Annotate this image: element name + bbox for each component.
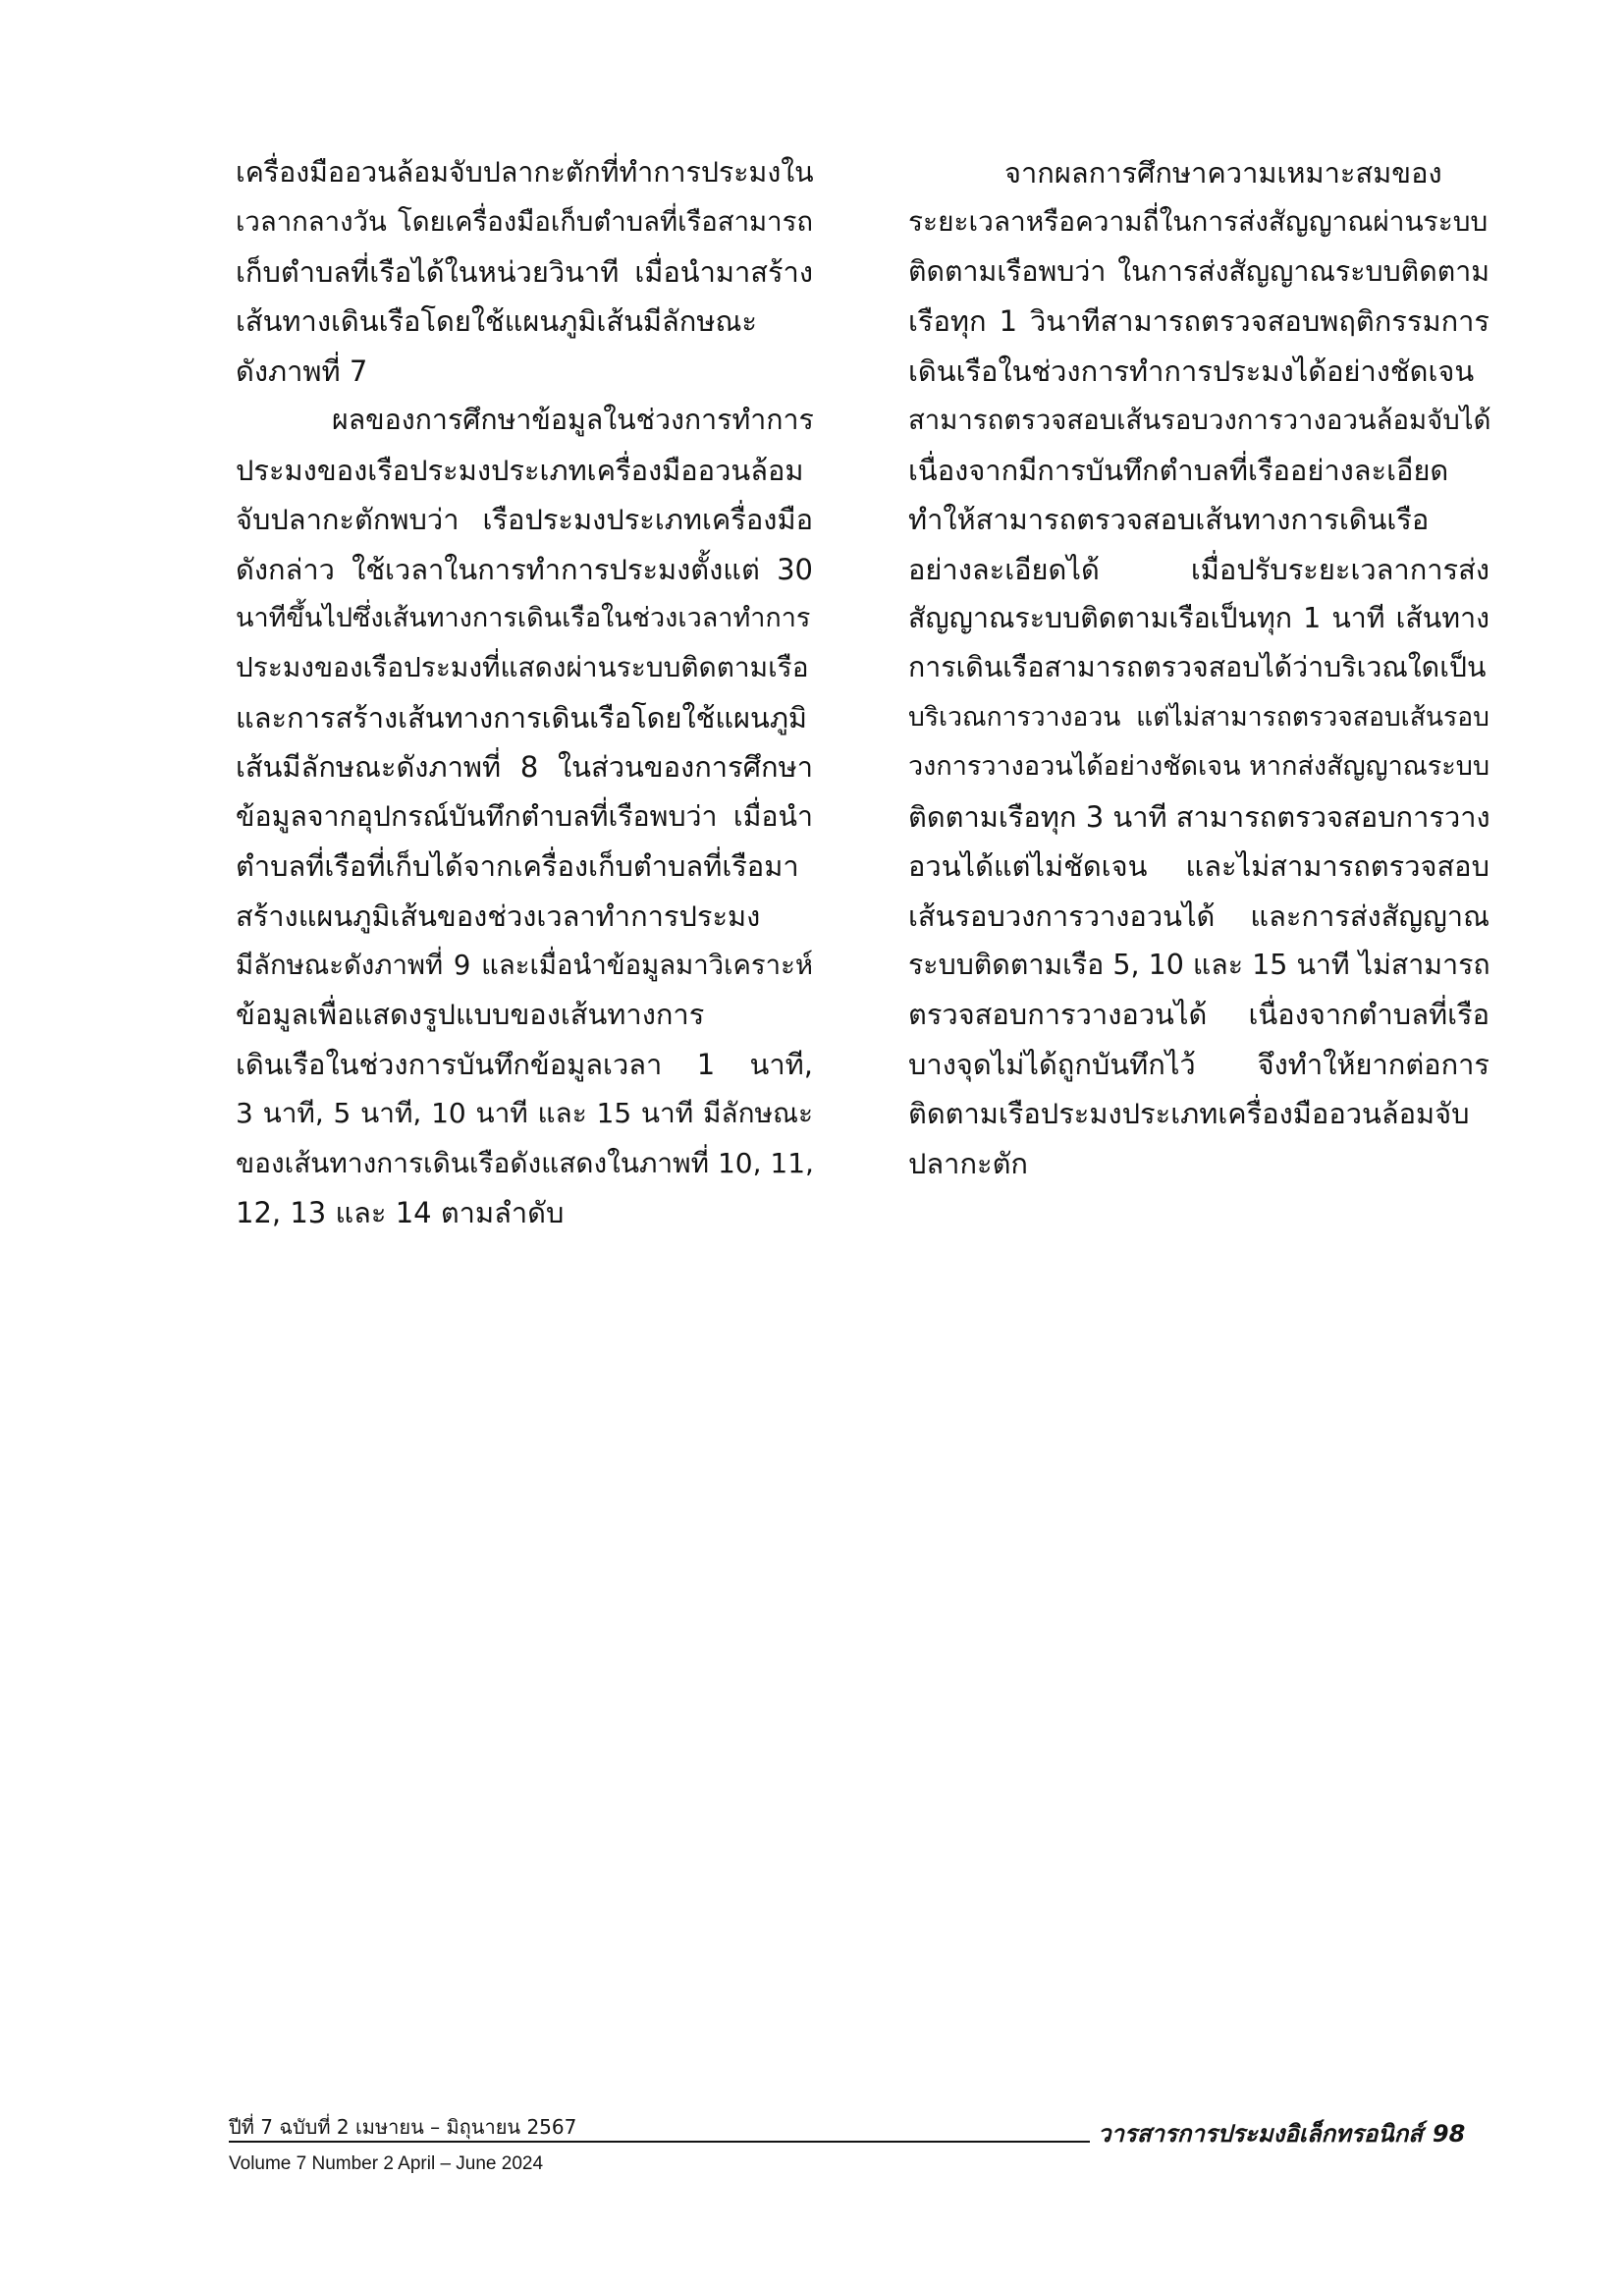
text-line: ติดตามเรือประมงประเภทเครื่องมืออวนล้อมจับ [908, 1097, 1470, 1131]
text-line: เดินเรือในช่วงการบันทึกข้อมูลเวลา 1 นาที, [236, 1047, 813, 1081]
text-line: บางจุดไม่ได้ถูกบันทึกไว้ จึงทำให้ยากต่อการ [908, 1047, 1489, 1081]
right-column [908, 148, 1489, 1188]
text-line: และการสร้างเส้นทางการเดินเรือโดยใช้แผนภูมิ [236, 700, 808, 735]
paragraph [908, 148, 1489, 1188]
text-line: เส้นทางเดินเรือโดยใช้แผนภูมิเส้นมีลักษณะ [236, 304, 757, 339]
text-line: มีลักษณะดังภาพที่ 9 และเมื่อนำข้อมูลมาวิเคราะห์ [236, 950, 813, 981]
text-line: สัญญาณระบบติดตามเรือเป็นทุก 1 นาที เส้นทาง [908, 601, 1489, 634]
text-line: เรือทุก 1 วินาทีสามารถตรวจสอบพฤติกรรมการ [908, 304, 1489, 339]
paragraph [236, 396, 813, 1237]
text-line: การเดินเรือสามารถตรวจสอบได้ว่าบริเวณใดเป็น [908, 651, 1487, 684]
text-line: เครื่องมืออวนล้อมจับปลากะตักที่ทำการประมงใน [236, 156, 814, 189]
text-line: ประมงของเรือประมงที่แสดงผ่านระบบติดตามเรือ [236, 651, 809, 684]
text-line: เวลากลางวัน โดยเครื่องมือเก็บตำบลที่เรือสามารถ [236, 206, 813, 239]
text-line: วงการวางอวนได้อย่างชัดเจน หากส่งสัญญาณระบบ [908, 751, 1490, 783]
text-line: ดังกล่าว ใช้เวลาในการทำการประมงตั้งแต่ 30 [236, 552, 813, 586]
text-line: เนื่องจากมีการบันทึกตำบลที่เรืออย่างละเอียด [908, 453, 1449, 487]
text-line: ตำบลที่เรือที่เก็บได้จากเครื่องเก็บตำบลที่เรือมา [236, 849, 799, 884]
left-column [236, 148, 813, 1238]
text-line: อวนได้แต่ไม่ชัดเจน และไม่สามารถตรวจสอบ [908, 849, 1489, 884]
text-line: ปลากะตัก [908, 1146, 1028, 1180]
footer-issue-english: Volume 7 Number 2 April – June 2024 [229, 2153, 544, 2174]
text-line: ติดตามเรือพบว่า ในการส่งสัญญาณระบบติดตาม [908, 254, 1489, 288]
text-line: จับปลากะตักพบว่า เรือประมงประเภทเครื่องมือ [236, 503, 813, 537]
page-number: 98 [1432, 2120, 1466, 2148]
text-line: ระยะเวลาหรือความถี่ในการส่งสัญญาณผ่านระบบ [908, 205, 1489, 239]
text-line: สามารถตรวจสอบเส้นรอบวงการวางอวนล้อมจับได้ [908, 405, 1491, 437]
text-line: ติดตามเรือทุก 3 นาที สามารถตรวจสอบการวาง [908, 799, 1490, 834]
text-line: ดังภาพที่ 7 [236, 354, 368, 388]
text-line: 12, 13 และ 14 ตามลำดับ [236, 1196, 565, 1230]
journal-title: วารสารการประมงอิเล็กทรอนิกส์ [1098, 2120, 1423, 2148]
text-line: ทำให้สามารถตรวจสอบเส้นทางการเดินเรือ [908, 503, 1430, 537]
text-line: สร้างแผนภูมิเส้นของช่วงเวลาทำการประมง [236, 898, 761, 933]
text-line: บริเวณการวางอวน แต่ไม่สามารถตรวจสอบเส้นรอบ [908, 701, 1489, 733]
paragraph-continued [236, 148, 813, 396]
text-line: จากผลการศึกษาความเหมาะสมของ [1004, 156, 1442, 190]
footer-journal-title [1098, 2119, 1465, 2149]
footer-issue-thai [229, 2113, 1090, 2143]
text-line: เก็บตำบลที่เรือได้ในหน่วยวินาที เมื่อนำมาสร้าง [236, 254, 813, 289]
text-line: ตรวจสอบการวางอวนได้ เนื่องจากตำบลที่เรือ [908, 998, 1489, 1032]
text-line: อย่างละเอียดได้ เมื่อปรับระยะเวลาการส่ง [908, 552, 1489, 586]
text-line: นาทีขึ้นไปซึ่งเส้นทางการเดินเรือในช่วงเวลาทำการ [236, 602, 811, 633]
text-line: เส้นรอบวงการวางอวนได้ และการส่งสัญญาณ [908, 898, 1489, 933]
text-line: เส้นมีลักษณะดังภาพที่ 8 ในส่วนของการศึกษา [236, 750, 813, 785]
issue-thai-text: ปีที่ 7 ฉบับที่ 2 เมษายน – มิถุนายน 2567 [229, 2115, 577, 2139]
text-line: ประมงของเรือประมงประเภทเครื่องมืออวนล้อม [236, 453, 804, 487]
text-line: ผลของการศึกษาข้อมูลในช่วงการทำการ [332, 404, 814, 437]
text-line: ข้อมูลเพื่อแสดงรูปแบบของเส้นทางการ [236, 998, 705, 1032]
text-line: ข้อมูลจากอุปกรณ์บันทึกตำบลที่เรือพบว่า เมื่อนำ [236, 799, 813, 833]
text-line: เดินเรือในช่วงการทำการประมงได้อย่างชัดเจน [908, 354, 1475, 388]
text-line: ของเส้นทางการเดินเรือดังแสดงในภาพที่ 10, 11, [236, 1146, 814, 1179]
text-line: ระบบติดตามเรือ 5, 10 และ 15 นาที ไม่สามารถ [908, 949, 1490, 981]
text-line: 3 นาที, 5 นาที, 10 นาที และ 15 นาที มีลักษณะ [236, 1097, 813, 1130]
